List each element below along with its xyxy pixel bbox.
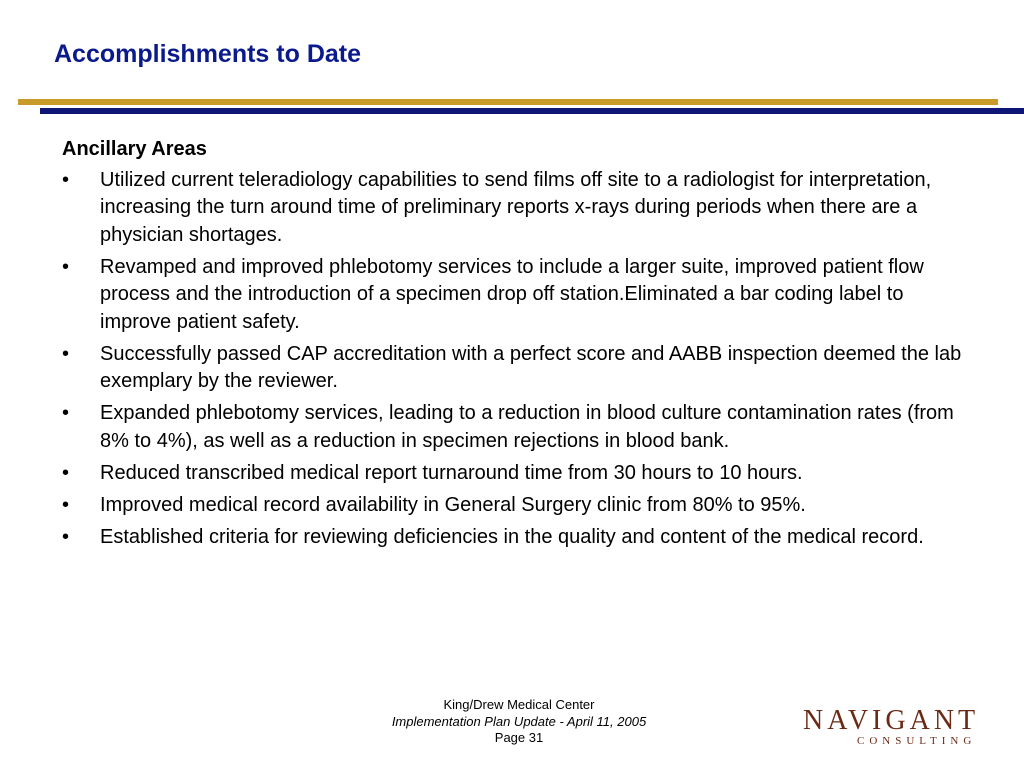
bullet-item [62,524,967,552]
footer-document-title: Implementation Plan Update - April 11, 2005 [391,713,647,729]
bullet-text: Improved medical record availability in General Surgery clinic from 80% to 95%. [100,493,806,516]
gold-divider [18,99,998,105]
bullet-text: Reduced transcribed medical report turnaround time from 30 hours to 10 hours. [100,461,803,484]
logo-wordmark: NAVIGANT [803,705,980,736]
slide-footer [360,697,678,747]
navy-divider [40,108,1024,114]
bullet-text: Revamped and improved phlebotomy services to include a larger suite, improved patient flow process and the introduction of a specimen drop off station.Eliminated a bar coding label to improve patient safety. [100,255,924,333]
slide-title: Accomplishments to Date [54,40,362,68]
slide-body [62,136,967,556]
section-heading: Ancillary Areas [62,138,207,160]
bullet-icon: • [62,493,70,516]
bullet-icon: • [62,168,70,191]
bullet-icon: • [62,255,70,278]
bullet-text: Successfully passed CAP accreditation with a perfect score and AABB inspection deemed the lab exemplary by the reviewer. [100,342,962,392]
bullet-item [62,492,967,520]
bullet-item [62,400,967,455]
logo-subtitle: CONSULTING [857,735,977,747]
bullet-icon: • [62,461,70,484]
navigant-logo [803,705,981,751]
bullet-text: Expanded phlebotomy services, leading to a reduction in blood culture contamination rates (from 8% to 4%), as well as a reduction in specimen rejections in blood bank. [100,402,954,452]
bullet-item [62,460,967,488]
bullet-item [62,167,967,250]
footer-page-number: Page 31 [494,730,544,745]
bullet-icon: • [62,525,70,548]
bullet-icon: • [62,342,70,365]
bullet-item [62,341,967,396]
bullet-icon: • [62,402,70,424]
bullet-text: Established criteria for reviewing deficiencies in the quality and content of the medical record. [100,525,924,548]
bullet-list [62,167,967,552]
bullet-text: Utilized current teleradiology capabilities to send films off site to a radiologist for interpretation, increasing the turn around time of preliminary reports x-rays during periods when there are a physician shortages. [100,168,932,246]
footer-organization: King/Drew Medical Center [443,697,595,712]
bullet-item [62,254,967,337]
